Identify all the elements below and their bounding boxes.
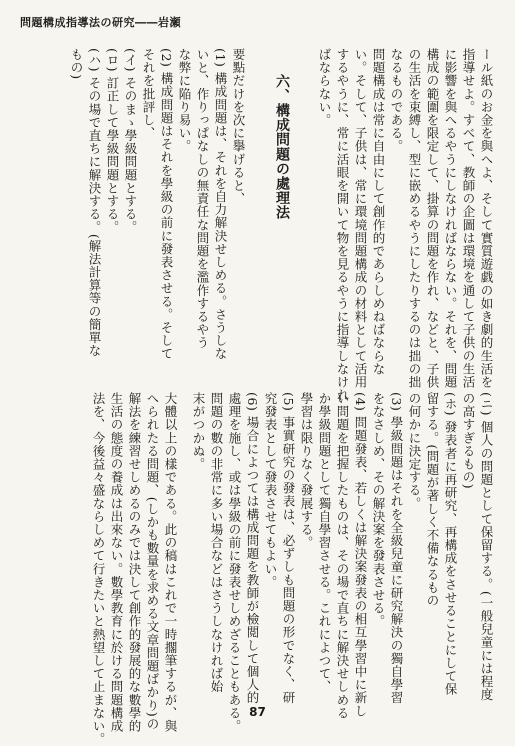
text-column: をなさしめ、その解決案を發表させる。 <box>371 392 386 628</box>
text-column: な弊に陥り易い。 <box>177 48 192 153</box>
text-column: い。そして、子供は、常に環境問題構成の材料として活用 <box>353 48 368 389</box>
text-column: (4) 問題發表、若しくは解決案發表の相互學習中に新し <box>353 392 368 718</box>
text-column: 法を、今後益々盛ならしめて行きたいと熱望して止まない。 <box>91 392 106 746</box>
text-column: い問題を把握したものは、その場で直ちに解決せしめる <box>335 392 350 720</box>
text-column: の何かに決定する。 <box>407 392 422 510</box>
text-column: 學習は限りなく發展する。 <box>299 392 314 550</box>
text-column: の高すぎるもの) <box>461 392 476 490</box>
text-column: 構成の範圍を限定して、掛算の問題を作れ、などと、子供 <box>425 48 440 389</box>
text-column: (ロ) 訂正して學級問題とする。 <box>105 48 120 234</box>
text-column: それを批評し、 <box>141 48 156 140</box>
text-column: なるものである。 <box>389 48 404 153</box>
text-column: もの) <box>69 48 84 80</box>
text-column: (ニ) 個人の問題として保留する。(一般兒童には程度 <box>479 392 494 702</box>
text-column: の生活を束縛し、型に嵌めるやうにしたりするのは拙の拙 <box>407 48 422 389</box>
text-column: 留する。(問題が著しく不備なるもの <box>425 392 440 608</box>
text-column: 大體以上の樣である。此の稿はこれで一時擱筆するが、與 <box>163 392 178 733</box>
text-column: へられたる問題、(しかも數量を求める文章問題ばかり)の <box>145 392 160 731</box>
text-column: (ホ) 發表者に再研究、再構成をさせることにして保 <box>443 392 458 696</box>
text-column: いと、作りっぱなしの無責任な問題を濫作するやう <box>195 48 210 350</box>
text-column: するやうに、常に活眼を開いて物を見るやうに指導しなけれ <box>335 48 350 402</box>
text-column: 問題の數の非常に多い場合などはさうしなければ始 <box>209 392 224 694</box>
text-column: (イ) そのまゝ學級問題とする。 <box>123 48 138 234</box>
text-column: (5) 事實研究の發表は、必ずしも問題の形でなく、研 <box>281 392 296 705</box>
running-head: 問題構成指導法の研究――岩瀬 <box>20 16 181 29</box>
text-column: 末がつかぬ。 <box>191 392 206 471</box>
text-column: (6) 場合によつては構成問題を教師が檢閲して個人的 <box>245 392 260 705</box>
text-column: (3) 學級問題はそれを全級兒童に研究解決の獨自學習 <box>389 392 404 705</box>
text-column: (ハ) その場で直ちに解決する。(解法計算等の簡單な <box>87 48 102 358</box>
text-column: ばならない。 <box>317 48 332 127</box>
text-column: 處理を施し、或は學級の前に發表せしめざることもある。 <box>227 392 242 733</box>
text-column: か學級問題として獨自學習させる。これによつて、 <box>317 392 332 694</box>
text-column: 生活の態度の養成は出來ない。數學教育に於ける問題構成 <box>109 392 124 733</box>
text-column: 解法を練習せしめるのみでは決して創作的發展的な數學的 <box>127 392 142 733</box>
text-column: 要點だけを次に擧げると、 <box>231 48 246 206</box>
text-column: に影響を與へるやうにしなければならない。それを、問題 <box>443 48 458 389</box>
text-column: 指導せよ。すべて、教師の企圖は環境を通して子供の生活 <box>461 48 476 389</box>
text-column: (2) 構成問題はそれを學級の前に發表させる。そして <box>159 48 174 361</box>
text-column: (1) 構成問題は、それを自力解決せしめる。さうしな <box>213 48 228 361</box>
page-number: 87 <box>249 705 266 719</box>
text-column: 究發表として發表させてもよい。 <box>263 392 278 589</box>
text-column: 問題構成は常に自由にして創作的であらしめねばならな <box>371 48 386 376</box>
text-column: ール紙のお金を與へよ、そして實質遊戯の如き劇的生活を <box>479 48 494 389</box>
upper-text-block <box>67 48 495 402</box>
section-heading: 六、構成問題の處理法 <box>274 74 290 220</box>
